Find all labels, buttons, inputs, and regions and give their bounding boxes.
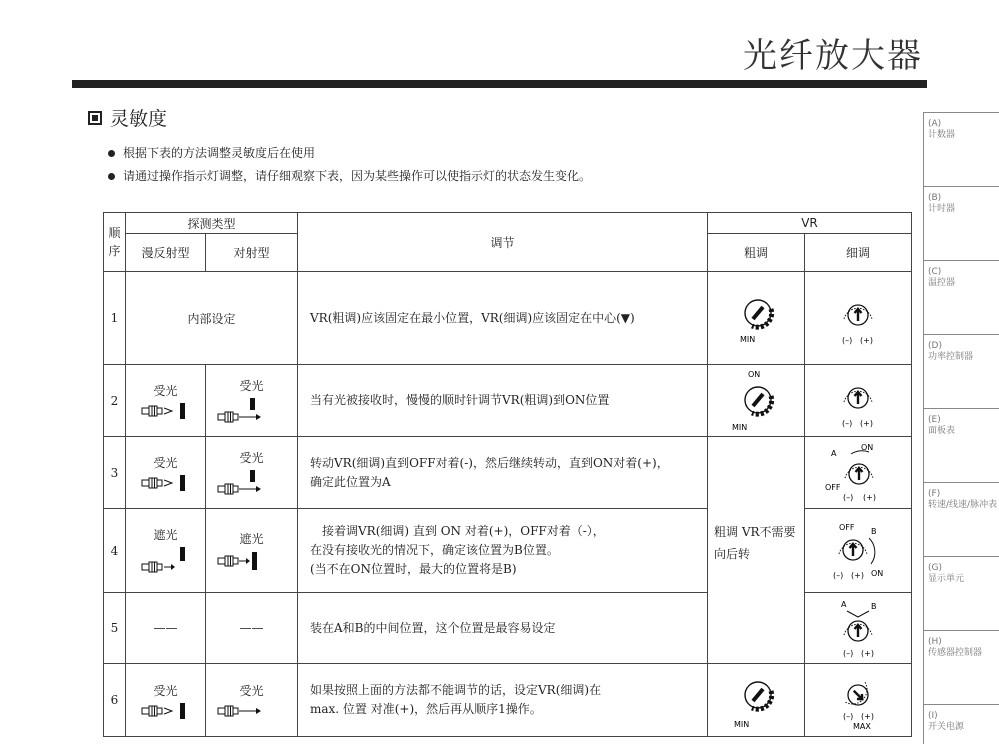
thru-state: 受光 [206,365,298,437]
fine-dial [805,509,912,593]
svg-text:B: B [871,526,877,536]
svg-text:(+): (+) [851,570,864,580]
coarse-dial [708,664,805,737]
fine-dial [805,272,912,365]
svg-text:B: B [871,602,877,611]
header-coarse: 粗调 [708,234,805,272]
list-item: 根据下表的方法调整灵敏度后在使用 [108,142,591,165]
fine-dial [805,365,912,437]
diffuse-sensor-icon [140,475,192,491]
thru-state: 受光 [206,437,298,509]
diffuse-sensor-icon [140,547,192,575]
header-thru: 对射型 [206,234,298,272]
svg-text:(–): (–) [833,570,844,580]
diffuse-state: 受光 [126,664,206,737]
row-number: 6 [104,664,126,737]
table-row [104,664,912,737]
svg-text:MIN: MIN [734,720,750,729]
svg-text:OFF: OFF [825,482,841,492]
side-tab[interactable]: (G) 显示单元 [923,556,999,630]
header-order: 顺序 [104,213,126,272]
bullet-icon [108,150,115,157]
adjust-text: 如果按照上面的方法都不能调节的话，设定VR(细调)在 max. 位置 对准(+)，然后再从顺序1操作。 [298,664,708,737]
thru-sensor-icon [216,398,288,424]
adjust-text: 装在A和B的中间位置，这个位置是最容易设定 [298,593,708,664]
header-vr: VR [708,213,912,234]
list-item: 请通过操作指示灯调整，请仔细观察下表，因为某些操作可以使指示灯的状态发生变化。 [108,165,591,188]
side-tab[interactable]: (A) 计数器 [923,112,999,186]
fine-knob-icon [825,669,891,731]
diffuse-sensor-icon [140,403,192,419]
diffuse-state: 受光 [126,365,206,437]
svg-text:MAX: MAX [853,722,871,731]
table-row [104,272,912,365]
fine-dial [805,437,912,509]
side-tab[interactable]: (I) 开关电源 [923,704,999,744]
page-title: 光纤放大器 [743,36,923,76]
coarse-dial [708,272,805,365]
section-title: 灵敏度 [110,108,168,130]
svg-text:MIN: MIN [740,335,756,344]
adjust-text: 转动VR(细调)直到OFF对着(-)，然后继续转动，直到ON对着(+)， 确定此位置为A [298,437,708,509]
header-adjust: 调节 [298,213,708,272]
adjust-text: 当有光被接收时，慢慢的顺时针调节VR(粗调)到ON位置 [298,365,708,437]
instruction-list [108,142,591,188]
svg-text:ON: ON [861,442,874,452]
svg-text:OFF: OFF [839,522,855,532]
svg-text:(+): (+) [861,712,874,721]
side-tab[interactable]: (E) 面板表 [923,408,999,482]
header-fine: 细调 [805,234,912,272]
thru-state: 遮光 [206,509,298,593]
svg-text:(+): (+) [860,336,873,345]
sensitivity-table [103,212,912,737]
svg-text:(–): (–) [843,712,854,721]
diffuse-state: 受光 [126,437,206,509]
svg-text:(–): (–) [843,492,854,502]
section-heading [88,104,167,131]
svg-text:(–): (–) [842,418,853,428]
svg-text:ON: ON [748,369,761,379]
adjust-text: VR(粗调)应该固定在最小位置，VR(细调)应该固定在中心(▼) [298,272,708,365]
fine-knob-icon [828,289,888,347]
diffuse-state: —— [126,593,206,664]
svg-text:(–): (–) [842,336,853,345]
thru-state: 受光 [206,664,298,737]
svg-text:MIN: MIN [732,422,748,432]
table-row [104,365,912,437]
coarse-dial [708,365,805,437]
side-tab[interactable]: (F) 转速/线速/脉冲表 [923,482,999,556]
svg-text:(–): (–) [843,649,854,658]
coarse-knob-icon [726,289,786,347]
row-number: 3 [104,437,126,509]
bullet-icon [108,173,115,180]
fine-knob-icon [825,597,891,659]
fine-knob-icon [828,372,888,430]
thru-sensor-icon [216,551,288,571]
coarse-knob-icon [726,368,786,434]
svg-text:(+): (+) [860,418,873,428]
side-tab[interactable]: (H) 传感器控制器 [923,630,999,704]
fine-dial [805,593,912,664]
fine-knob-icon [825,442,891,504]
side-tab[interactable]: (C) 温控器 [923,260,999,334]
thru-sensor-icon [216,470,288,496]
row-number: 1 [104,272,126,365]
title-divider [72,80,927,88]
thru-sensor-icon [216,703,288,719]
svg-text:ON: ON [871,568,884,578]
thru-state: —— [206,593,298,664]
svg-text:(+): (+) [863,492,876,502]
fine-knob-icon [825,520,891,582]
svg-text:A: A [841,600,847,609]
table-row [104,437,912,509]
side-tab[interactable]: (B) 计时器 [923,186,999,260]
fine-dial [805,664,912,737]
square-bullet-icon [88,111,102,125]
side-tab[interactable]: (D) 功率控制器 [923,334,999,408]
row-number: 4 [104,509,126,593]
row-number: 2 [104,365,126,437]
header-diffuse: 漫反射型 [126,234,206,272]
side-tab-index [923,112,999,744]
coarse-knob-icon [726,669,786,731]
header-detect-type: 探测类型 [126,213,298,234]
svg-text:(+): (+) [861,649,874,658]
coarse-note: 粗调 VR不需要向后转 [708,437,805,664]
adjust-text: 接着调VR(细调) 直到 ON 对着(+)，OFF对着（-）， 在没有接收光的情况下，确定该位置为B位置。 (当不在ON位置时，最大的位置将是B) [298,509,708,593]
row-number: 5 [104,593,126,664]
diffuse-sensor-icon [140,703,192,719]
diffuse-state: 遮光 [126,509,206,593]
svg-text:A: A [831,448,837,458]
internal-setting: 内部设定 [126,272,298,365]
